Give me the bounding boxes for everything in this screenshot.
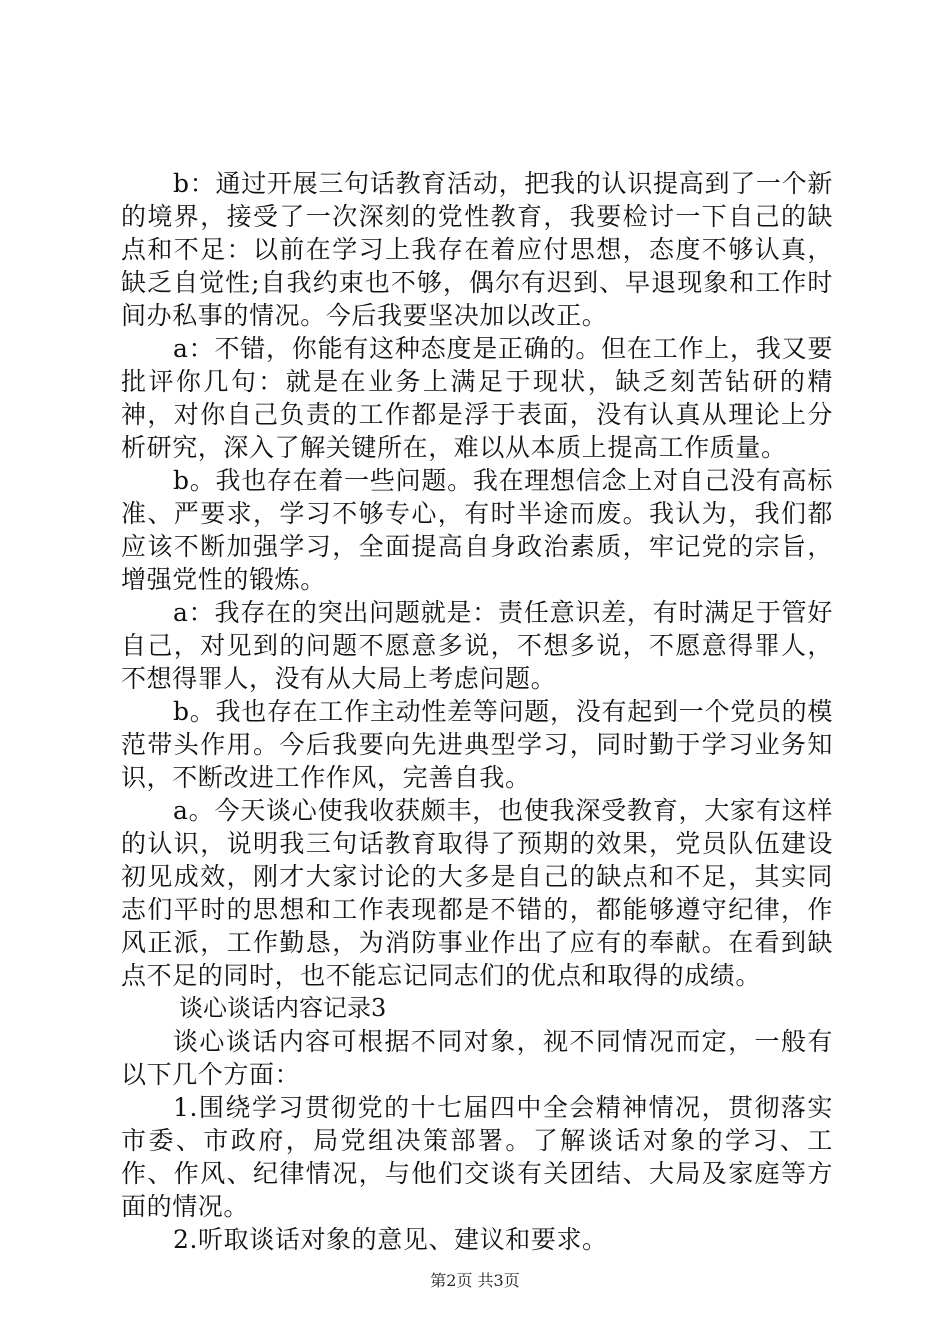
dialogue-paragraph-1: b：通过开展三句话教育活动，把我的认识提高到了一个新的境界，接受了一次深刻的党性教育，我要检讨一下自己的缺点和不足：以前在学习上我存在着应付思想，态度不够认真，缺乏自觉性;自我约束也不够，偶尔有迟到、早退现象和工作时间办私事的情况。今后我要坚决加以改正。 bbox=[121, 169, 833, 330]
dialogue-paragraph-6: a。今天谈心使我收获颇丰，也使我深受教育，大家有这样的认识，说明我三句话教育取得了预期的效果，党员队伍建设初见成效，刚才大家讨论的大多是自己的缺点和不足，其实同志们平时的思想和工作表现都是不错的，都能够遵守纪律，作风正派，工作勤恳，为消防事业作出了应有的奉献。在看到缺点不足的同时，也不能忘记同志们的优点和取得的成绩。 bbox=[121, 796, 833, 990]
dialogue-paragraph-3: b。我也存在着一些问题。我在理想信念上对自己没有高标准、严要求，学习不够专心，有时半途而废。我认为，我们都应该不断加强学习，全面提高自身政治素质，牢记党的宗旨，增强党性的锻炼。 bbox=[121, 466, 833, 594]
dialogue-paragraph-4: a：我存在的突出问题就是：责任意识差，有时满足于管好自己，对见到的问题不愿意多说，不想多说，不愿意得罪人，不想得罪人，没有从大局上考虑问题。 bbox=[121, 598, 833, 693]
section-heading: 谈心谈话内容记录3 bbox=[179, 994, 387, 1022]
document-body bbox=[121, 167, 833, 1256]
list-item-1: 1.围绕学习贯彻党的十七届四中全会精神情况，贯彻落实市委、市政府，局党组决策部署。了解谈话对象的学习、工作、作风、纪律情况，与他们交谈有关团结、大局及家庭等方面的情况。 bbox=[121, 1093, 833, 1221]
dialogue-paragraph-2: a：不错，你能有这种态度是正确的。但在工作上，我又要批评你几句：就是在业务上满足于现状，缺乏刻苦钻研的精神，对你自己负责的工作都是浮于表面，没有认真从理论上分析研究，深入了解关键所在，难以从本质上提高工作质量。 bbox=[121, 334, 833, 462]
page-footer: 第2页 共3页 bbox=[430, 1271, 520, 1290]
intro-paragraph: 谈心谈话内容可根据不同对象，视不同情况而定，一般有以下几个方面： bbox=[121, 1027, 833, 1089]
dialogue-paragraph-5: b。我也存在工作主动性差等问题，没有起到一个党员的模范带头作用。今后我要向先进典型学习，同时勤于学习业务知识，不断改进工作作风，完善自我。 bbox=[121, 697, 833, 792]
list-item-2: 2.听取谈话对象的意见、建议和要求。 bbox=[173, 1225, 608, 1254]
